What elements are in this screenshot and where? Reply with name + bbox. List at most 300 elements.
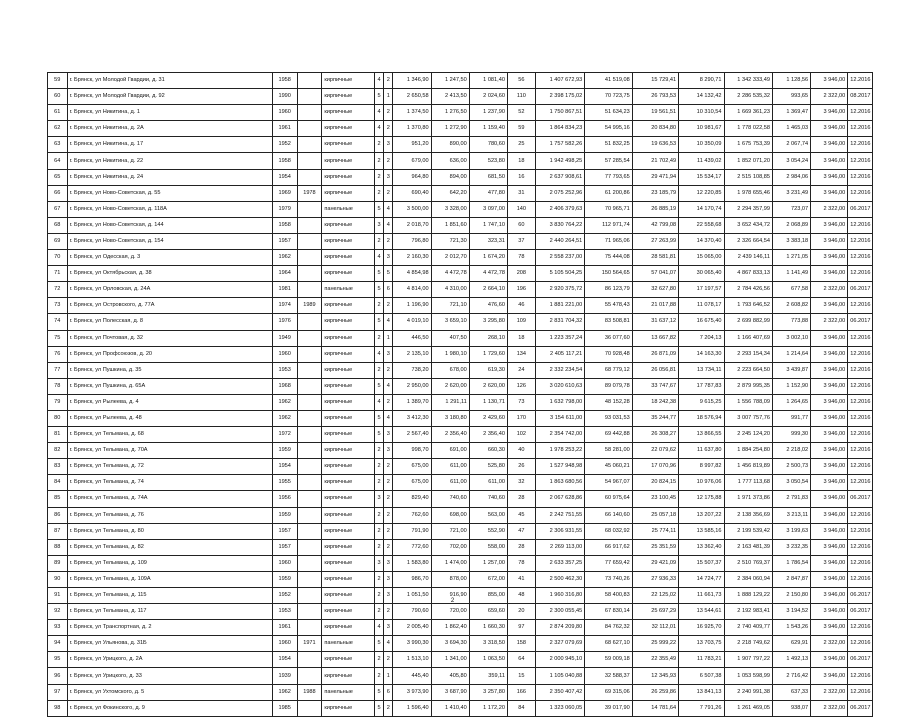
table-cell: 2	[374, 459, 383, 475]
table-cell: 2 322,00	[811, 700, 848, 716]
table-cell: 13 585,16	[679, 523, 724, 539]
table-cell: 2 500,73	[772, 459, 810, 475]
table-cell: 2 650,58	[393, 89, 431, 105]
table-cell: 5	[374, 684, 383, 700]
table-cell: 1 793 646,52	[724, 298, 772, 314]
table-row	[48, 153, 873, 169]
table-cell: 999,30	[772, 427, 810, 443]
table-cell: 1 261 469,05	[724, 700, 772, 716]
table-cell: 4	[374, 250, 383, 266]
table-cell: 3	[384, 346, 393, 362]
table-row	[48, 201, 873, 217]
table-cell: 12.2016	[848, 539, 873, 555]
table-cell: 12.2016	[848, 346, 873, 362]
table-cell: 11 637,80	[679, 443, 724, 459]
table-cell: 93	[48, 620, 68, 636]
table-cell: 698,00	[431, 507, 469, 523]
table-cell: 1 675 753,39	[724, 137, 772, 153]
table-cell: 4	[384, 201, 393, 217]
table-cell: 47	[507, 523, 535, 539]
table-cell: 2 326 664,54	[724, 233, 772, 249]
table-cell: 2	[374, 362, 383, 378]
table-cell: 5	[374, 410, 383, 426]
table-cell: 14 163,30	[679, 346, 724, 362]
table-cell: 721,00	[431, 523, 469, 539]
table-cell: 13 841,13	[679, 684, 724, 700]
table-cell: 28	[507, 539, 535, 555]
table-cell: г. Брянск, ул Тельмана, д. 72	[67, 459, 272, 475]
table-cell: 2	[384, 121, 393, 137]
table-cell: 83	[48, 459, 68, 475]
table-cell: 52	[507, 105, 535, 121]
table-cell	[297, 233, 322, 249]
table-cell: 3 946,00	[811, 604, 848, 620]
table-cell: 23 100,45	[632, 491, 678, 507]
table-cell: 84 762,32	[585, 620, 632, 636]
table-cell: 1971	[297, 636, 322, 652]
table-cell: 26 308,27	[632, 427, 678, 443]
table-cell: г. Брянск, ул Тельмана, д. 82	[67, 539, 272, 555]
table-cell: 3	[384, 571, 393, 587]
table-cell: 21 702,49	[632, 153, 678, 169]
table-cell: г. Брянск, ул Урицкого, д. 2А	[67, 652, 272, 668]
table-cell: 2 332 234,54	[535, 362, 585, 378]
table-cell: 3 946,00	[811, 410, 848, 426]
table-cell: 1 786,54	[772, 555, 810, 571]
table-cell: 3 946,00	[811, 507, 848, 523]
table-cell: 2	[374, 523, 383, 539]
table-cell: 39 017,90	[585, 700, 632, 716]
table-cell: 06.2017	[848, 314, 873, 330]
table-cell: 10 350,09	[679, 137, 724, 153]
table-cell: 1 152,90	[772, 378, 810, 394]
table-cell: 2	[384, 298, 393, 314]
table-cell: 1 862,40	[431, 620, 469, 636]
table-cell: г. Брянск, ул Тельмана, д. 117	[67, 604, 272, 620]
table-cell: 563,00	[469, 507, 507, 523]
table-cell: г. Брянск, ул Почтовая, д. 32	[67, 330, 272, 346]
buildings-table	[47, 72, 873, 717]
table-cell: 2 245 124,20	[724, 427, 772, 443]
table-cell: 991,77	[772, 410, 810, 426]
table-cell: 2 024,60	[469, 89, 507, 105]
table-cell: 67 830,14	[585, 604, 632, 620]
table-row	[48, 507, 873, 523]
table-cell: г. Брянск, ул Одесская, д. 3	[67, 250, 272, 266]
table-cell: 2 067 628,86	[535, 491, 585, 507]
table-cell: 2 306 931,55	[535, 523, 585, 539]
table-cell: 1958	[272, 217, 297, 233]
table-cell: 78	[507, 250, 535, 266]
table-cell: 65	[48, 169, 68, 185]
table-cell: 51 832,25	[585, 137, 632, 153]
table-cell: 69 442,88	[585, 427, 632, 443]
table-cell: 5	[374, 266, 383, 282]
table-cell: 27 936,33	[632, 571, 678, 587]
table-cell: 1 674,20	[469, 250, 507, 266]
table-cell: г. Брянск, ул Ухтомского, д. 5	[67, 684, 272, 700]
table-cell: 1976	[272, 314, 297, 330]
table-row	[48, 684, 873, 700]
table-cell: 2 664,10	[469, 282, 507, 298]
table-cell: 1 465,03	[772, 121, 810, 137]
table-cell: кирпичные	[322, 394, 375, 410]
table-cell: 69	[48, 233, 68, 249]
table-cell: 1959	[272, 507, 297, 523]
table-cell: 2 354 742,00	[535, 427, 585, 443]
table-cell: 477,80	[469, 185, 507, 201]
table-cell: кирпичные	[322, 443, 375, 459]
table-cell: 11 439,02	[679, 153, 724, 169]
table-cell: 964,80	[393, 169, 431, 185]
table-cell: 13 866,55	[679, 427, 724, 443]
table-row	[48, 443, 873, 459]
table-cell: 2	[384, 475, 393, 491]
table-cell: 77	[48, 362, 68, 378]
table-cell: 5 105 504,25	[535, 266, 585, 282]
table-cell	[297, 555, 322, 571]
table-cell: 690,40	[393, 185, 431, 201]
table-cell: 18	[507, 330, 535, 346]
table-cell: 93 031,53	[585, 410, 632, 426]
table-cell: 1 978 655,46	[724, 185, 772, 201]
table-cell: г. Брянск, ул Никитина, д. 24	[67, 169, 272, 185]
table-cell: 10 310,54	[679, 105, 724, 121]
table-cell: 1 159,40	[469, 121, 507, 137]
table-cell: 1962	[272, 250, 297, 266]
table-cell: 18 576,94	[679, 410, 724, 426]
table-cell: кирпичные	[322, 346, 375, 362]
table-cell: кирпичные	[322, 233, 375, 249]
table-cell: г. Брянск, ул Транспортная, д. 2	[67, 620, 272, 636]
table-cell: 12.2016	[848, 121, 873, 137]
table-cell: 11 078,17	[679, 298, 724, 314]
table-cell: 1 527 948,98	[535, 459, 585, 475]
table-cell: 558,00	[469, 539, 507, 555]
table-cell: 73	[48, 298, 68, 314]
table-cell: 2 515 108,85	[724, 169, 772, 185]
table-cell: 32 112,01	[632, 620, 678, 636]
table-cell: 4	[384, 378, 393, 394]
table-cell: г. Брянск, ул Фокинского, д. 9	[67, 700, 272, 716]
table-cell: 1 456 819,89	[724, 459, 772, 475]
table-cell: 2	[374, 153, 383, 169]
table-cell: 85	[48, 491, 68, 507]
table-cell: г. Брянск, ул Ново-Советская, д. 118А	[67, 201, 272, 217]
table-cell: 611,00	[431, 459, 469, 475]
table-cell: 3 946,00	[811, 394, 848, 410]
table-cell: 196	[507, 282, 535, 298]
table-cell: 97	[48, 684, 68, 700]
table-cell: 12.2016	[848, 443, 873, 459]
table-cell: 2 831 704,32	[535, 314, 585, 330]
table-cell: 3 180,80	[431, 410, 469, 426]
table-cell	[297, 652, 322, 668]
table-cell: г. Брянск, ул Тельмана, д. 70А	[67, 443, 272, 459]
table-cell: 721,30	[431, 233, 469, 249]
table-cell: 2 791,83	[772, 491, 810, 507]
table-cell: 552,90	[469, 523, 507, 539]
table-cell: кирпичные	[322, 153, 375, 169]
table-cell: 63	[48, 137, 68, 153]
table-cell: г. Брянск, ул Ново-Советская, д. 154	[67, 233, 272, 249]
table-cell: 13 362,40	[679, 539, 724, 555]
table-cell: 2	[384, 105, 393, 121]
table-cell: г. Брянск, ул Тельмана, д. 76	[67, 507, 272, 523]
table-cell: 28	[507, 491, 535, 507]
table-cell: 70 965,71	[585, 201, 632, 217]
table-cell: 54 995,16	[585, 121, 632, 137]
table-cell: 951,20	[393, 137, 431, 153]
table-cell: 76	[48, 346, 68, 362]
table-cell: 629,91	[772, 636, 810, 652]
table-cell: 3 946,00	[811, 346, 848, 362]
table-cell: г. Брянск, ул Никитина, д. 2А	[67, 121, 272, 137]
table-cell: 26	[507, 459, 535, 475]
table-cell: 1 051,50	[393, 588, 431, 604]
table-cell: 3 199,63	[772, 523, 810, 539]
table-cell: 323,31	[469, 233, 507, 249]
table-cell: 84	[48, 475, 68, 491]
table-cell: г. Брянск, ул Рылеева, д. 48	[67, 410, 272, 426]
table-row	[48, 410, 873, 426]
table-cell: 1 888 129,22	[724, 588, 772, 604]
table-row	[48, 491, 873, 507]
table-cell: 1960	[272, 636, 297, 652]
table-cell: 3	[384, 555, 393, 571]
table-cell: 2 223 664,50	[724, 362, 772, 378]
table-cell: 1990	[272, 89, 297, 105]
table-cell: 13 207,22	[679, 507, 724, 523]
table-cell: 06.2017	[848, 491, 873, 507]
table-cell: 2 322,00	[811, 684, 848, 700]
table-cell: 4	[374, 105, 383, 121]
table-cell: 1961	[272, 121, 297, 137]
table-cell: г. Брянск, ул Тельмана, д. 80	[67, 523, 272, 539]
table-cell: 2 356,40	[431, 427, 469, 443]
table-cell: кирпичные	[322, 588, 375, 604]
table-cell: 2	[374, 539, 383, 555]
table-cell: 2	[374, 571, 383, 587]
table-cell: 1 130,71	[469, 394, 507, 410]
table-cell: 71 965,06	[585, 233, 632, 249]
table-cell: 1 778 022,58	[724, 121, 772, 137]
table-cell: 1 729,60	[469, 346, 507, 362]
table-cell: 3 687,90	[431, 684, 469, 700]
table-cell: кирпичные	[322, 410, 375, 426]
table-row	[48, 346, 873, 362]
table-cell: 6	[384, 684, 393, 700]
table-cell: 12 175,88	[679, 491, 724, 507]
table-cell	[297, 459, 322, 475]
table-cell: 2	[374, 185, 383, 201]
table-cell: 1949	[272, 330, 297, 346]
table-cell: 1 884 254,80	[724, 443, 772, 459]
table-cell	[297, 507, 322, 523]
table-cell: 12.2016	[848, 507, 873, 523]
table-cell	[297, 475, 322, 491]
table-cell: 2	[374, 169, 383, 185]
table-cell: 1 214,64	[772, 346, 810, 362]
table-cell: кирпичные	[322, 89, 375, 105]
table-cell: кирпичные	[322, 105, 375, 121]
table-cell: кирпичные	[322, 475, 375, 491]
table-row	[48, 250, 873, 266]
table-cell: 1 669 361,23	[724, 105, 772, 121]
table-cell: 31	[507, 185, 535, 201]
table-cell: 3	[384, 443, 393, 459]
table-row	[48, 571, 873, 587]
table-cell: 12.2016	[848, 105, 873, 121]
table-cell: 25 774,11	[632, 523, 678, 539]
table-cell: 14 170,74	[679, 201, 724, 217]
table-cell: 1958	[272, 73, 297, 89]
table-cell: 619,30	[469, 362, 507, 378]
table-cell: 2 558 237,00	[535, 250, 585, 266]
table-cell: 3 946,00	[811, 443, 848, 459]
table-cell: 12.2016	[848, 185, 873, 201]
table-cell: 2 950,00	[393, 378, 431, 394]
table-cell: кирпичные	[322, 378, 375, 394]
table-cell: г. Брянск, ул Тельмана, д. 68	[67, 427, 272, 443]
table-cell: 791,90	[393, 523, 431, 539]
table-cell: г. Брянск, ул Пушкина, д. 35	[67, 362, 272, 378]
table-cell: 45 060,21	[585, 459, 632, 475]
table-cell: 740,60	[469, 491, 507, 507]
table-cell: 986,70	[393, 571, 431, 587]
table-cell: 28 581,81	[632, 250, 678, 266]
table-cell: 2 984,06	[772, 169, 810, 185]
table-cell: 12.2016	[848, 555, 873, 571]
table-cell: 4	[374, 346, 383, 362]
table-cell: 1 851,60	[431, 217, 469, 233]
table-cell: 1 257,00	[469, 555, 507, 571]
table-cell: 2 163 481,39	[724, 539, 772, 555]
table-cell: 78	[507, 555, 535, 571]
table-cell: кирпичные	[322, 555, 375, 571]
table-cell: 102	[507, 427, 535, 443]
table-cell: 11 661,73	[679, 588, 724, 604]
table-cell: 2	[384, 362, 393, 378]
table-cell: 2 135,10	[393, 346, 431, 362]
table-cell: 2	[374, 443, 383, 459]
table-cell: 3 050,54	[772, 475, 810, 491]
table-cell: 3	[384, 169, 393, 185]
table-body	[48, 73, 873, 717]
table-cell: 3 194,52	[772, 604, 810, 620]
table-cell: 1 583,80	[393, 555, 431, 571]
table-cell	[297, 394, 322, 410]
table-cell: 134	[507, 346, 535, 362]
table-cell: 1978	[297, 185, 322, 201]
table-cell: 51 634,23	[585, 105, 632, 121]
table-cell: 3 946,00	[811, 137, 848, 153]
table-cell: 1 978 253,22	[535, 443, 585, 459]
table-cell: панельные	[322, 201, 375, 217]
table-cell: 4	[374, 121, 383, 137]
table-cell: 41	[507, 571, 535, 587]
table-cell	[297, 523, 322, 539]
table-cell: 407,50	[431, 330, 469, 346]
table-cell: 12.2016	[848, 169, 873, 185]
table-cell: 2 160,30	[393, 250, 431, 266]
table-cell	[297, 201, 322, 217]
table-cell: 3 652 434,72	[724, 217, 772, 233]
table-cell: 23 185,79	[632, 185, 678, 201]
table-cell: 773,88	[772, 314, 810, 330]
table-cell: 79	[48, 394, 68, 410]
table-cell: 3 946,00	[811, 475, 848, 491]
table-cell: 4	[384, 314, 393, 330]
table-cell: 54 967,07	[585, 475, 632, 491]
table-cell: 20	[507, 604, 535, 620]
table-cell: 675,00	[393, 475, 431, 491]
table-cell: 27 263,99	[632, 233, 678, 249]
table-cell: 58 281,00	[585, 443, 632, 459]
table-cell: 1 081,40	[469, 73, 507, 89]
table-cell: 26 259,86	[632, 684, 678, 700]
table-cell: 60	[507, 217, 535, 233]
table-cell: 12.2016	[848, 362, 873, 378]
table-cell: кирпичные	[322, 121, 375, 137]
table-cell: 12.2016	[848, 620, 873, 636]
table-cell: г. Брянск, ул Тельмана, д. 74А	[67, 491, 272, 507]
table-cell: 3 946,00	[811, 491, 848, 507]
table-cell: 2 637 908,61	[535, 169, 585, 185]
table-cell: 2 620,00	[431, 378, 469, 394]
table-cell: 12.2016	[848, 636, 873, 652]
table-cell: 1954	[272, 459, 297, 475]
table-cell: 3 231,49	[772, 185, 810, 201]
table-cell: 98	[48, 700, 68, 716]
table-cell: г. Брянск, ул Тельмана, д. 109А	[67, 571, 272, 587]
table-cell: 3 002,10	[772, 330, 810, 346]
table-cell: 2	[384, 507, 393, 523]
table-cell: 2	[384, 491, 393, 507]
table-cell: 4	[374, 73, 383, 89]
table-cell: 3 412,30	[393, 410, 431, 426]
table-cell: 2 440 264,51	[535, 233, 585, 249]
table-cell: 13 703,75	[679, 636, 724, 652]
table-cell: 2 510 769,37	[724, 555, 772, 571]
table-cell: 84	[507, 700, 535, 716]
table-cell: 66 140,60	[585, 507, 632, 523]
table-cell: 60	[48, 89, 68, 105]
table-cell: 42 799,08	[632, 217, 678, 233]
table-cell: 2 199 539,42	[724, 523, 772, 539]
table-cell: 1962	[272, 684, 297, 700]
table-cell: 3 946,00	[811, 668, 848, 684]
table-cell: 14 132,42	[679, 89, 724, 105]
table-cell: 1 172,20	[469, 700, 507, 716]
table-cell: 3 694,30	[431, 636, 469, 652]
table-cell: 2	[384, 233, 393, 249]
table-cell: 35 244,77	[632, 410, 678, 426]
table-cell: 3 020 610,63	[535, 378, 585, 394]
table-cell: 22 558,68	[679, 217, 724, 233]
table-cell: кирпичные	[322, 700, 375, 716]
table-cell: 2	[374, 588, 383, 604]
table-row	[48, 169, 873, 185]
table-cell: кирпичные	[322, 571, 375, 587]
table-cell: 68 627,10	[585, 636, 632, 652]
table-cell: 3 946,00	[811, 169, 848, 185]
table-cell	[297, 410, 322, 426]
table-cell: 636,00	[431, 153, 469, 169]
table-row	[48, 314, 873, 330]
table-cell: кирпичные	[322, 298, 375, 314]
table-cell: 3 257,80	[469, 684, 507, 700]
